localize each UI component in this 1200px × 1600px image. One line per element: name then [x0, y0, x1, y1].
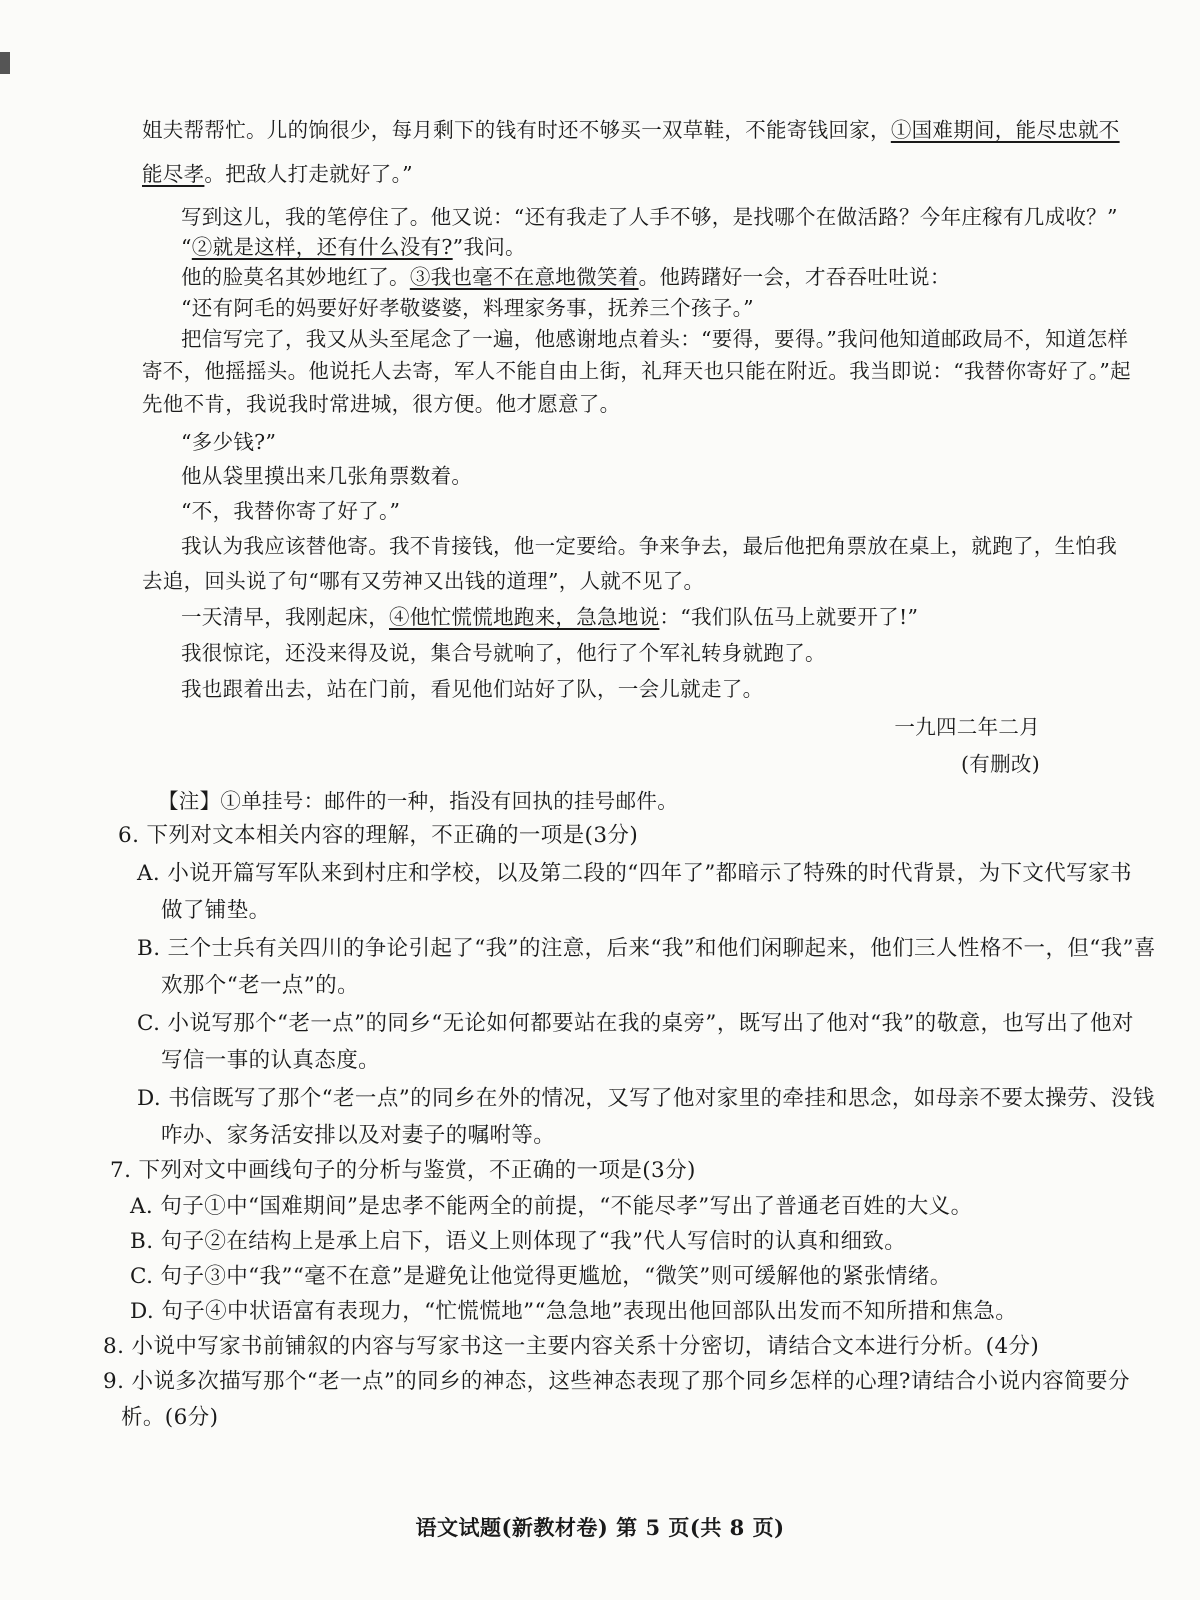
question-6-option-b[interactable]: B. 三个士兵有关四川的争论引起了“我”的注意，后来“我”和他们闲聊起来，他们三人性格不一，但“我”喜 [137, 936, 1156, 961]
question-6-stem: 6. 下列对文本相关内容的理解，不正确的一项是(3分) [118, 823, 639, 848]
passage-line: 把信写完了，我又从头至尾念了一遍，他感谢地点着头：“要得，要得。”我问他知道邮政局不，知道怎样 [181, 327, 1129, 351]
passage-line: 写到这儿，我的笔停住了。他又说：“还有我走了人手不够，是找哪个在做活路？今年庄稼有几成收？” [181, 205, 1118, 229]
passage-line: 他的脸莫名其妙地红了。③我也毫不在意地微笑着。他踌躇好一会，才吞吞吐吐说： [181, 265, 951, 289]
underlined-sentence-3: ③我也毫不在意地微笑着 [409, 265, 639, 289]
question-6-option-d-cont: 咋办、家务活安排以及对妻子的嘱咐等。 [161, 1123, 556, 1148]
scan-edge-mark [0, 52, 10, 74]
question-9: 9. 小说多次描写那个“老一点”的同乡的神态，这些神态表现了那个同乡怎样的心理?请结合小说内容简要分 [103, 1369, 1130, 1394]
question-7-option-d[interactable]: D. 句子④中状语富有表现力，“忙慌慌地”“急急地”表现出他回部队出发而不知所措和焦急。 [130, 1299, 1018, 1324]
page-footer: 语文试题(新教材卷) 第 5 页(共 8 页) [415, 1515, 785, 1540]
question-7-option-b[interactable]: B. 句子②在结构上是承上启下，语义上则体现了“我”代人写信时的认真和细致。 [130, 1229, 907, 1254]
passage-line: 先他不肯，我说我时常进城，很方便。他才愿意了。 [142, 392, 621, 416]
passage-line: 一天清早，我刚起床，④他忙慌慌地跑来，急急地说：“我们队伍马上就要开了!” [181, 605, 919, 629]
passage-line: 姐夫帮帮忙。儿的饷很少，每月剩下的钱有时还不够买一双草鞋，不能寄钱回家，①国难期间，能尽忠就不 [142, 118, 1120, 142]
question-6-option-d[interactable]: D. 书信既写了那个“老一点”的同乡在外的情况，又写了他对家里的牵挂和思念，如母亲不要太操劳、没钱 [137, 1086, 1155, 1111]
question-6-option-c[interactable]: C. 小说写那个“老一点”的同乡“无论如何都要站在我的桌旁”，既写出了他对“我”的敬意，也写出了他对 [137, 1011, 1134, 1036]
passage-line: 我也跟着出去，站在门前，看见他们站好了队，一会儿就走了。 [181, 677, 764, 701]
passage-line: 去追，回头说了句“哪有又劳神又出钱的道理”，人就不见了。 [142, 569, 705, 593]
underlined-sentence-2: ②就是这样，还有什么没有? [191, 235, 453, 259]
passage-line: “还有阿毛的妈要好好孝敬婆婆，料理家务事，抚养三个孩子。” [181, 296, 754, 320]
question-6-option-b-cont: 欢那个“老一点”的。 [161, 973, 359, 998]
question-6-option-a-cont: 做了铺垫。 [161, 898, 271, 923]
passage-line: “多少钱?” [181, 430, 277, 454]
underlined-sentence-1-cont: 能尽孝 [142, 162, 205, 186]
underlined-sentence-1: ①国难期间，能尽忠就不 [890, 118, 1120, 142]
passage-line: 我很惊诧，还没来得及说，集合号就响了，他行了个军礼转身就跑了。 [181, 641, 826, 665]
passage-edited-note: (有删改) [961, 752, 1040, 776]
passage-line: “不，我替你寄了好了。” [181, 499, 401, 523]
question-9-cont: 析。(6分) [121, 1405, 219, 1430]
passage-line: 能尽孝。把敌人打走就好了。” [142, 162, 413, 186]
question-8: 8. 小说中写家书前铺叙的内容与写家书这一主要内容关系十分密切，请结合文本进行分析。(4分) [103, 1334, 1040, 1359]
question-7-option-c[interactable]: C. 句子③中“我”“毫不在意”是避免让他觉得更尴尬，“微笑”则可缓解他的紧张情绪。 [130, 1264, 952, 1289]
question-7-option-a[interactable]: A. 句子①中“国难期间”是忠孝不能两全的前提，“不能尽孝”写出了普通老百姓的大义。 [130, 1194, 973, 1219]
passage-line: 寄不，他摇摇头。他说托人去寄，军人不能自由上街，礼拜天也只能在附近。我当即说：“我替你寄好了。”起 [142, 359, 1131, 383]
passage-date: 一九四二年二月 [894, 715, 1040, 739]
question-6-option-c-cont: 写信一事的认真态度。 [161, 1048, 381, 1073]
passage-line: 他从袋里摸出来几张角票数着。 [181, 464, 473, 488]
passage-line: 我认为我应该替他寄。我不肯接钱，他一定要给。争来争去，最后他把角票放在桌上，就跑了，生怕我 [181, 534, 1117, 558]
question-7-stem: 7. 下列对文中画线句子的分析与鉴赏，不正确的一项是(3分) [110, 1158, 696, 1183]
question-6-option-a[interactable]: A. 小说开篇写军队来到村庄和学校，以及第二段的“四年了”都暗示了特殊的时代背景，为下文代写家书 [137, 861, 1132, 886]
underlined-sentence-4: ④他忙慌慌地跑来，急急地说 [389, 605, 660, 629]
passage-line: “②就是这样，还有什么没有?”我问。 [181, 235, 526, 259]
footnote: 【注】①单挂号：邮件的一种，指没有回执的挂号邮件。 [158, 789, 678, 813]
